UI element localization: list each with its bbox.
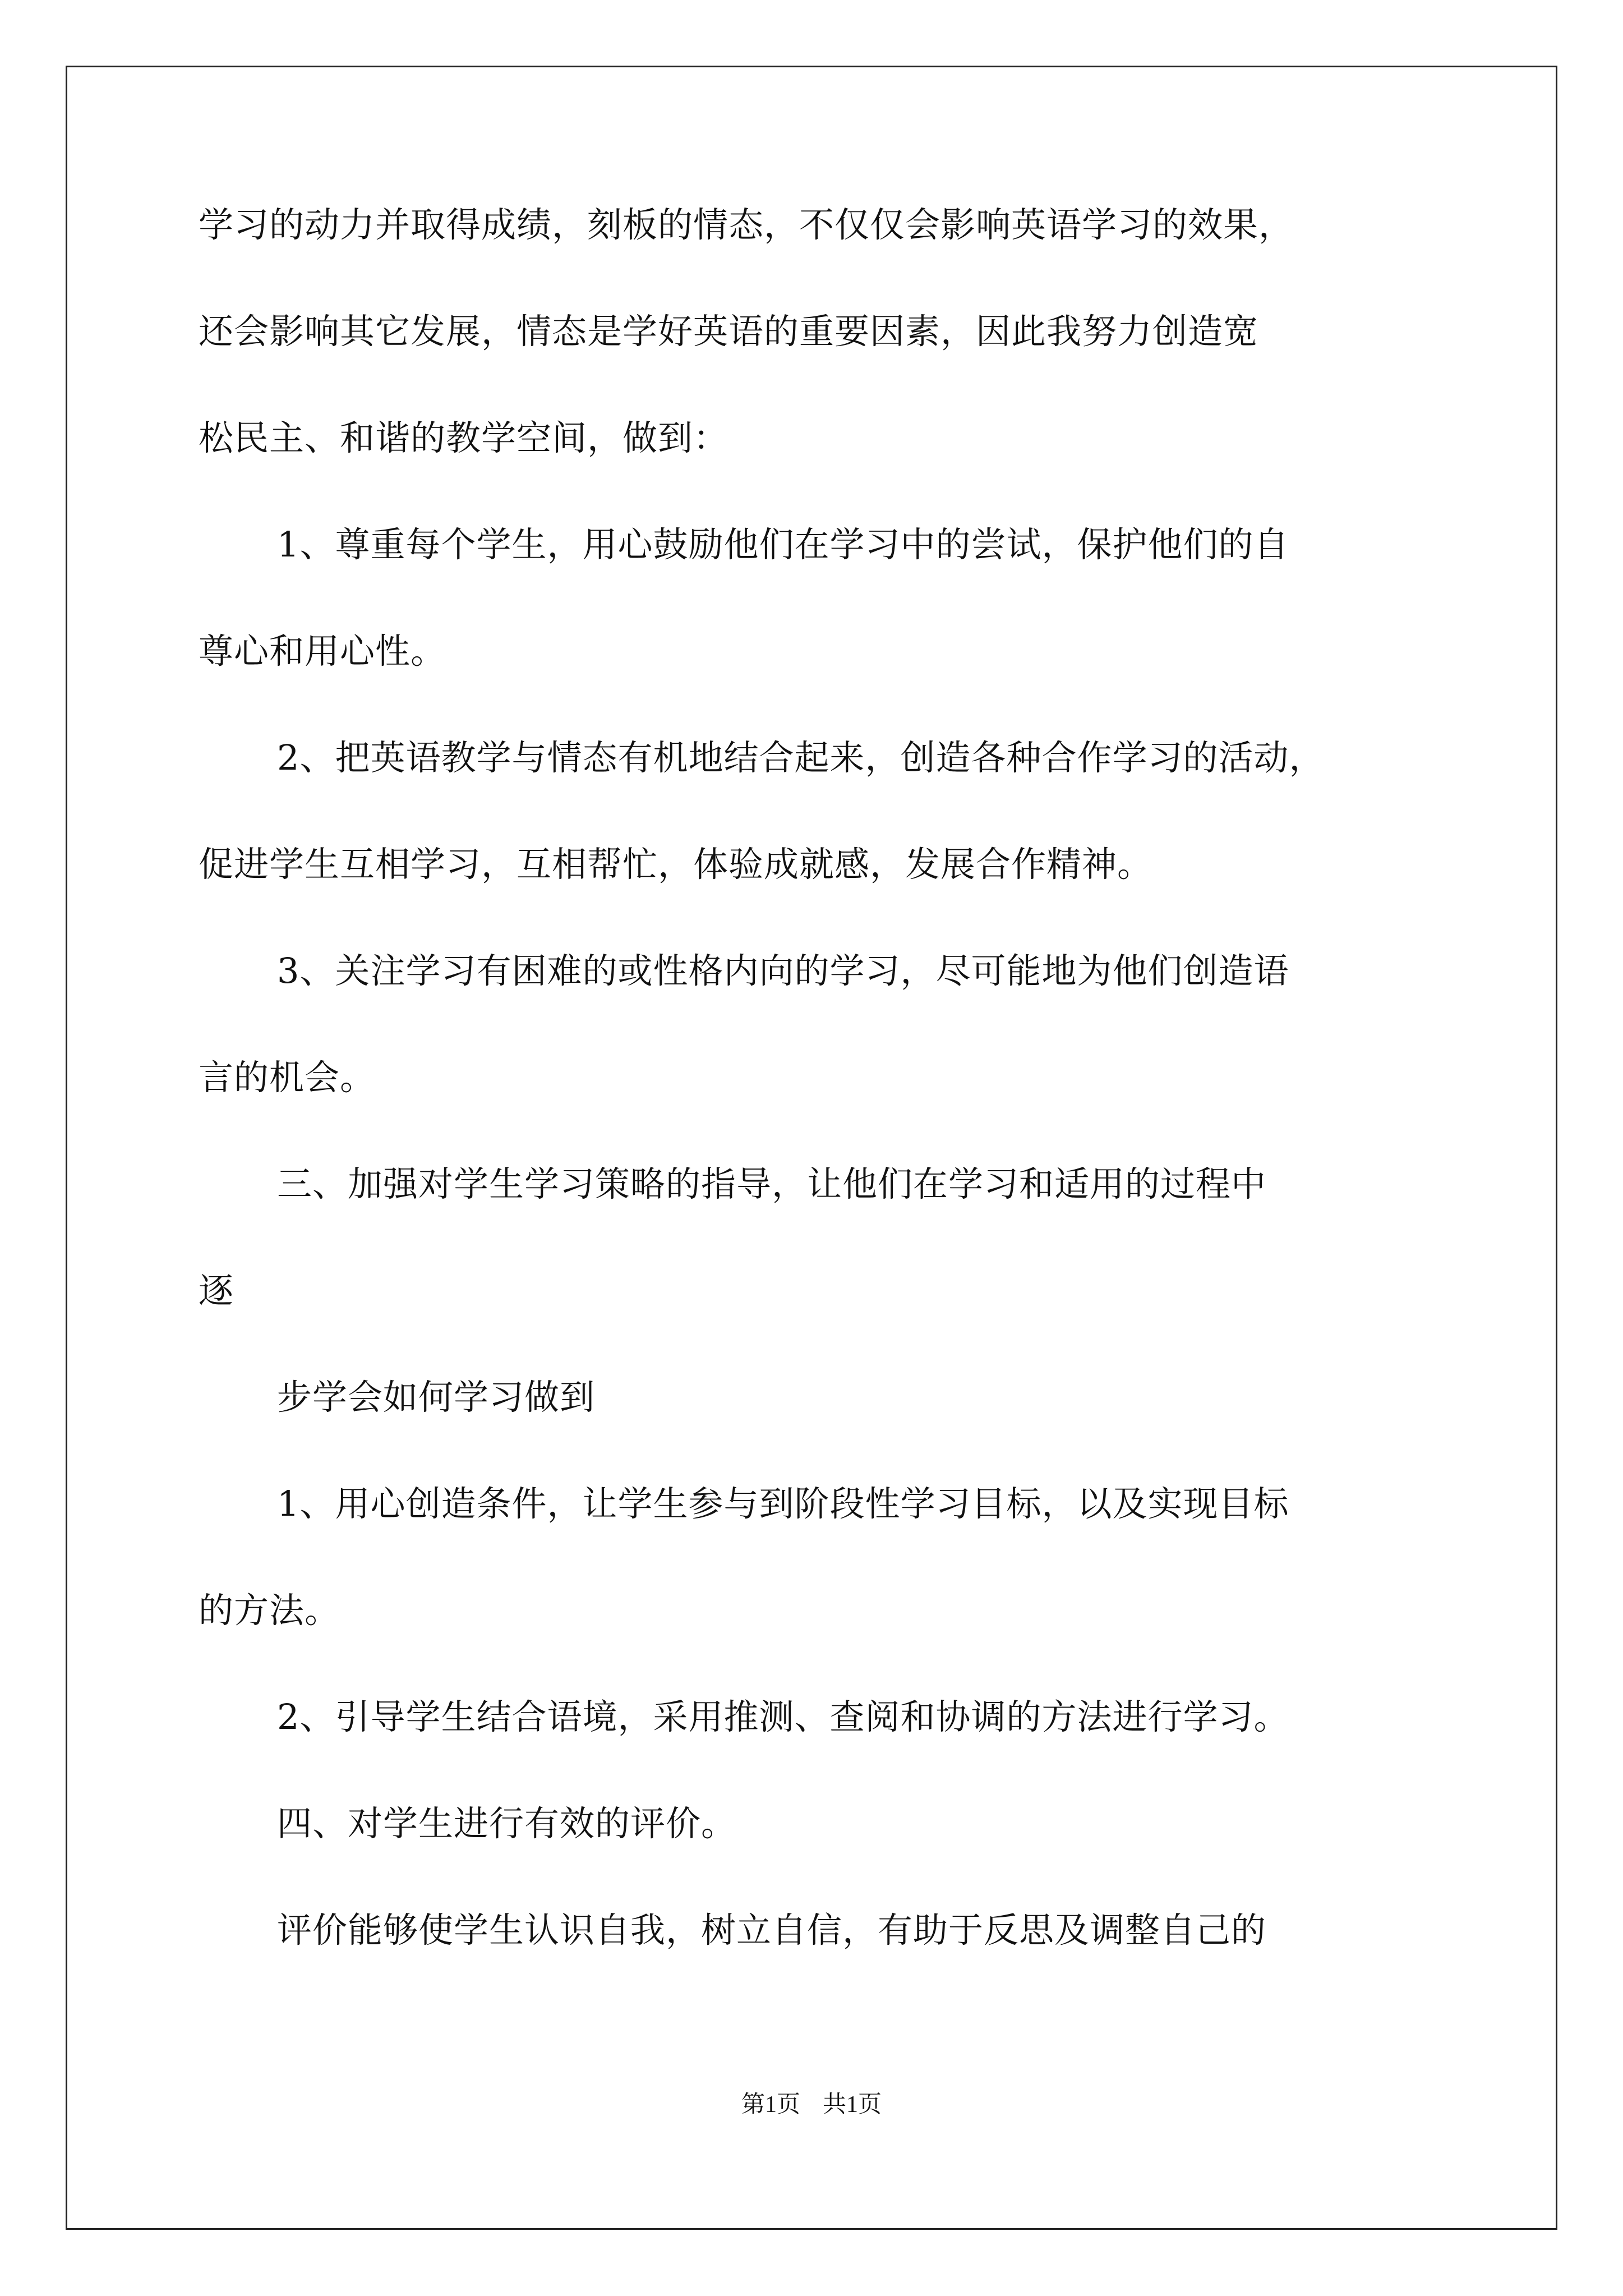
text-line: 言的机会。 (199, 1057, 376, 1098)
text-line: 学习的动力并取得成绩，刻板的情态，不仅仅会影响英语学习的效果， (199, 204, 1294, 245)
document-body (199, 204, 1432, 2019)
text-line: 四、对学生进行有效的评价。 (277, 1803, 737, 1844)
text-line: 松民主、和谐的教学空间，做到： (199, 417, 729, 458)
text-line: 还会影响其它发展，情态是学好英语的重要因素，因此我努力创造宽 (199, 311, 1259, 352)
text-line: 评价能够使学生认识自我，树立自信，有助于反思及调整自己的 (277, 1910, 1267, 1950)
text-line: 1、用心创造条件，让学生参与到阶段性学习目标，以及实现目标 (277, 1483, 1289, 1524)
text-line: 逐 (199, 1270, 234, 1311)
text-line: 2、把英语教学与情态有机地结合起来，创造各种合作学习的活动， (277, 737, 1325, 778)
text-line: 2、引导学生结合语境，采用推测、查阅和协调的方法进行学习。 (277, 1696, 1289, 1737)
text-line: 的方法。 (199, 1590, 340, 1631)
text-line: 促进学生互相学习，互相帮忙，体验成就感，发展合作精神。 (199, 844, 1153, 885)
page-total: 共1页 (823, 2092, 882, 2118)
text-line: 尊心和用心性。 (199, 631, 446, 671)
page-footer (0, 2086, 1623, 2119)
text-line: 步学会如何学习做到 (277, 1377, 596, 1418)
text-line: 3、关注学习有困难的或性格内向的学习，尽可能地为他们创造语 (277, 950, 1289, 991)
page-number: 第1页 (741, 2092, 800, 2118)
text-line: 1、尊重每个学生，用心鼓励他们在学习中的尝试，保护他们的自 (277, 524, 1289, 565)
text-line: 三、加强对学生学习策略的指导，让他们在学习和适用的过程中 (277, 1163, 1267, 1204)
